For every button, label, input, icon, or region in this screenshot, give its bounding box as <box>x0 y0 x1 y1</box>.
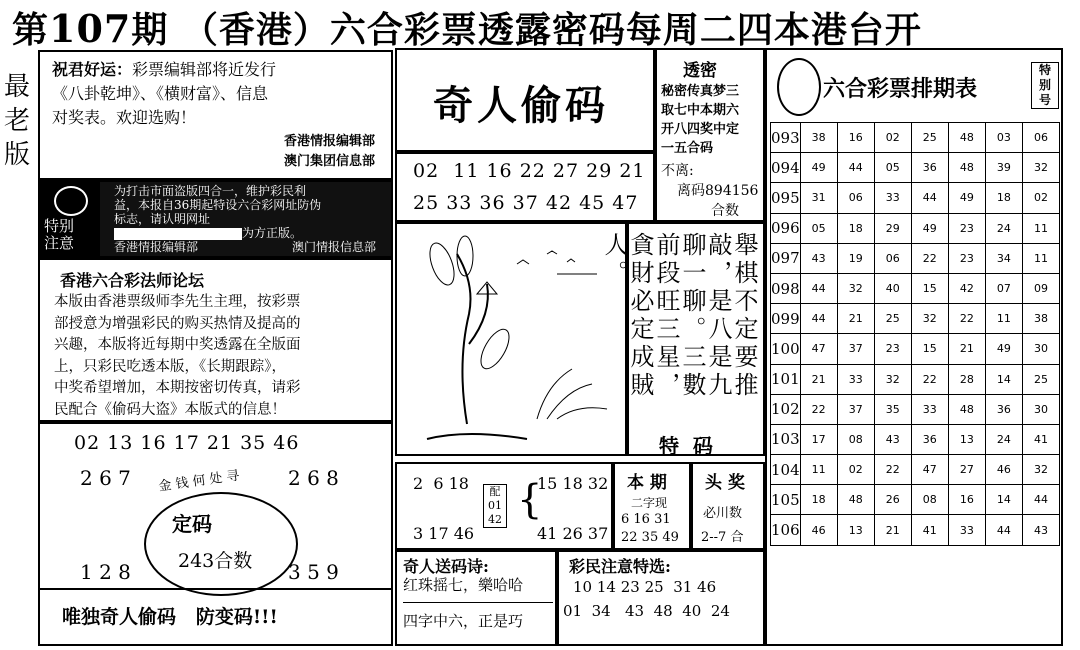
forum-box <box>38 258 393 422</box>
notice-sign-1: 香港情报编辑部 <box>114 240 199 254</box>
table-row <box>771 273 1060 303</box>
number-cell: 27 <box>948 455 985 485</box>
number-cell: 24 <box>985 213 1022 243</box>
poem-line: 三數前段旺三星， <box>652 232 706 400</box>
number-cell: 18 <box>800 485 837 515</box>
number-cell: 35 <box>874 394 911 424</box>
number-cell: 05 <box>874 153 911 183</box>
leak-box <box>655 48 765 222</box>
plant-illustration <box>397 224 625 454</box>
this-period-title: 本 期 <box>627 473 667 493</box>
top-prize-box <box>691 462 765 550</box>
number-cell: 44 <box>985 515 1022 545</box>
number-cell: 06 <box>874 243 911 273</box>
leak-line: 一五合码 <box>661 141 714 156</box>
number-cell: 11 <box>985 304 1022 334</box>
number-cell: 39 <box>985 153 1022 183</box>
illustration-box <box>395 222 627 456</box>
greeting-text <box>52 58 276 130</box>
greeting-line-3: 对奖表。欢迎选购！ <box>52 108 197 127</box>
greeting-line-2: 《八卦乾坤》、《横财富》、信息 <box>52 84 269 103</box>
poem-line: 是八是九聊一聊。 <box>678 232 732 400</box>
number-cell: 29 <box>874 213 911 243</box>
notice-line-3: 标志，请认明网址 <box>114 212 211 226</box>
notice-line-1: 为打击市面盗版四合一，维护彩民利 <box>114 184 307 198</box>
number-cell: 33 <box>837 364 874 394</box>
title-rest: 期 （香港）六合彩票透露密码每周二四本港台开 <box>131 9 922 51</box>
number-cell: 47 <box>800 334 837 364</box>
table-row <box>771 455 1060 485</box>
number-cell: 49 <box>800 153 837 183</box>
number-cell: 38 <box>800 123 837 153</box>
number-cell: 23 <box>948 213 985 243</box>
number-cell: 24 <box>985 424 1022 454</box>
notice-label-2: 注意 <box>44 234 75 252</box>
number-cell: 18 <box>985 183 1022 213</box>
number-cell: 11 <box>800 455 837 485</box>
forum-line: 兴趣，本版将近每期中奖透露在全版面 <box>54 337 301 353</box>
attention-title: 彩民注意特选: <box>569 557 671 576</box>
attention-box <box>557 550 765 646</box>
number-cell: 48 <box>837 485 874 515</box>
number-cell: 17 <box>800 424 837 454</box>
number-cell: 09 <box>1022 273 1059 303</box>
bottom-mid-3: 42 <box>488 513 502 526</box>
table-row <box>771 364 1060 394</box>
this-period-row-2: 22 35 49 <box>621 530 679 545</box>
number-cell: 33 <box>948 515 985 545</box>
number-cell: 43 <box>800 243 837 273</box>
number-cell: 19 <box>837 243 874 273</box>
number-cell: 23 <box>874 334 911 364</box>
period-cell: 097 <box>771 243 801 273</box>
side-label <box>2 70 32 172</box>
forum-line: 本版由香港票级师李先生主理，按彩票 <box>54 294 301 310</box>
middle-numbers <box>395 152 655 222</box>
period-cell: 098 <box>771 273 801 303</box>
side-char-1: 最 <box>3 72 30 102</box>
special-code-label: 特 码 <box>659 434 713 458</box>
forum-line: 上，只彩民吃透本版，《长期跟踪》， <box>54 358 286 375</box>
number-cell: 44 <box>800 304 837 334</box>
number-cell: 23 <box>948 243 985 273</box>
this-period-box <box>613 462 691 550</box>
number-cell: 34 <box>985 243 1022 273</box>
url-placeholder <box>114 228 242 240</box>
table-row <box>771 304 1060 334</box>
greeting-sign-1: 香港情报编辑部 <box>283 134 375 149</box>
number-cell: 49 <box>948 183 985 213</box>
number-cell: 44 <box>911 183 948 213</box>
poem-send-box <box>395 550 557 646</box>
number-cell: 13 <box>837 515 874 545</box>
number-cell: 48 <box>948 153 985 183</box>
number-cell: 46 <box>985 455 1022 485</box>
headline-box <box>395 48 655 152</box>
number-cell: 28 <box>948 364 985 394</box>
leak-label: 不离: <box>661 163 694 179</box>
notice-line-2: 益，本报自36期起特设六合彩网址防伪 <box>114 198 322 212</box>
number-cell: 18 <box>837 213 874 243</box>
number-cell: 08 <box>837 424 874 454</box>
special-label <box>1031 62 1059 109</box>
top-prize-range: 2--7 合 <box>701 530 744 545</box>
forum-line: 部授意为增强彩民的购买热情及提高的 <box>54 315 301 332</box>
period-cell: 095 <box>771 183 801 213</box>
bottom-left-bottom: 3 17 46 <box>413 524 475 543</box>
greeting-line-1: 彩票编辑部将近发行 <box>132 60 277 79</box>
table-row <box>771 153 1060 183</box>
code-oval <box>144 492 298 596</box>
bottom-right-top: 15 18 32 <box>537 474 609 493</box>
number-cell: 16 <box>948 485 985 515</box>
table-row <box>771 485 1060 515</box>
table-row <box>771 243 1060 273</box>
notice-label <box>40 182 100 256</box>
number-cell: 38 <box>1022 304 1059 334</box>
number-cell: 42 <box>948 273 985 303</box>
number-cell: 15 <box>911 273 948 303</box>
leak-line: 开八四奖中定 <box>661 122 740 137</box>
number-cell: 07 <box>985 273 1022 303</box>
number-cell: 32 <box>1022 455 1059 485</box>
number-cell: 02 <box>837 455 874 485</box>
notice-text <box>114 184 376 254</box>
special-char: 号 <box>1038 93 1051 107</box>
number-cell: 05 <box>800 213 837 243</box>
notice-sign-2: 澳门情报信息部 <box>291 240 376 254</box>
number-cell: 43 <box>1022 515 1059 545</box>
number-cell: 43 <box>874 424 911 454</box>
code-panel <box>38 422 393 646</box>
code-center: 定码 <box>172 512 212 536</box>
period-cell: 105 <box>771 485 801 515</box>
this-period-row-1: 6 16 31 <box>621 512 671 527</box>
number-cell: 22 <box>874 455 911 485</box>
poem-send-line-2: 四字中六，正是巧 <box>403 612 524 630</box>
number-cell: 11 <box>1022 213 1059 243</box>
number-cell: 30 <box>1022 334 1059 364</box>
number-cell: 21 <box>948 334 985 364</box>
number-cell: 06 <box>837 183 874 213</box>
period-cell: 102 <box>771 394 801 424</box>
number-cell: 40 <box>874 273 911 303</box>
headline-text: 奇人偷码 <box>433 82 609 129</box>
number-cell: 02 <box>1022 183 1059 213</box>
code-right-bottom: 3 5 9 <box>288 560 339 584</box>
number-cell: 32 <box>837 273 874 303</box>
table-row <box>771 424 1060 454</box>
number-cell: 32 <box>1022 153 1059 183</box>
number-cell: 02 <box>874 123 911 153</box>
number-cell: 48 <box>948 394 985 424</box>
number-cell: 33 <box>911 394 948 424</box>
table-row <box>771 515 1060 545</box>
number-cell: 22 <box>911 364 948 394</box>
code-center-number: 243合数 <box>178 550 253 572</box>
table-row <box>771 183 1060 213</box>
table-row <box>771 334 1060 364</box>
code-left-bottom: 1 2 8 <box>80 560 131 584</box>
number-cell: 41 <box>1022 424 1059 454</box>
number-cell: 16 <box>837 123 874 153</box>
number-cell: 21 <box>800 364 837 394</box>
side-char-2: 老 <box>3 106 30 136</box>
attention-row-1: 10 14 23 25 31 46 <box>573 578 717 596</box>
number-cell: 22 <box>948 304 985 334</box>
code-numbers: 02 13 16 17 21 35 46 <box>74 432 300 454</box>
bottom-right-bottom: 41 26 37 <box>537 524 609 543</box>
code-right-top: 2 6 8 <box>288 466 339 490</box>
code-left-top: 2 6 7 <box>80 466 131 490</box>
number-cell: 15 <box>911 334 948 364</box>
number-cell: 37 <box>837 334 874 364</box>
forum-text <box>54 292 301 421</box>
number-cell: 22 <box>911 243 948 273</box>
number-cell: 11 <box>1022 243 1059 273</box>
number-cell: 36 <box>985 394 1022 424</box>
greeting-signature <box>284 132 375 172</box>
bottom-mid-box <box>483 484 507 528</box>
period-cell: 104 <box>771 455 801 485</box>
number-cell: 25 <box>911 123 948 153</box>
number-cell: 06 <box>1022 123 1059 153</box>
greeting-box <box>38 50 393 180</box>
brace-icon: { <box>517 477 543 523</box>
bottom-left-top: 2 6 18 <box>413 474 469 493</box>
number-cell: 25 <box>874 304 911 334</box>
poem-line: 舉棋不定要推敲， <box>704 232 758 400</box>
number-cell: 31 <box>800 183 837 213</box>
issue-number: 107 <box>49 6 132 51</box>
poem-box <box>600 222 765 458</box>
poem-text <box>601 232 757 422</box>
schedule-title: 六合彩票排期表 <box>823 76 978 102</box>
bottom-numbers <box>395 462 613 550</box>
number-cell: 41 <box>911 515 948 545</box>
number-cell: 36 <box>911 153 948 183</box>
bottom-mid-2: 01 <box>488 499 502 512</box>
top-prize-sub: 必川数 <box>703 506 743 521</box>
forum-line: 民配合《偷码大盗》本版式的信息！ <box>54 401 286 418</box>
number-cell: 25 <box>1022 364 1059 394</box>
number-cell: 44 <box>800 273 837 303</box>
top-prize-title: 头 奖 <box>705 473 745 493</box>
middle-row-1: 02 11 16 22 27 29 21 <box>413 160 646 182</box>
number-cell: 21 <box>874 515 911 545</box>
table-row <box>771 123 1060 153</box>
period-cell: 094 <box>771 153 801 183</box>
number-cell: 46 <box>800 515 837 545</box>
code-arc-text: 金 钱 何 处 寻 <box>157 468 241 495</box>
period-cell: 100 <box>771 334 801 364</box>
poem-send-divider <box>403 602 553 603</box>
notice-label-1: 特别 <box>44 217 75 235</box>
number-cell: 32 <box>874 364 911 394</box>
number-cell: 49 <box>911 213 948 243</box>
special-char: 特 <box>1038 63 1051 77</box>
greeting-sign-2: 澳门集团信息部 <box>283 154 375 169</box>
bomb-icon <box>54 186 88 216</box>
middle-row-2: 25 33 36 37 42 45 47 <box>413 192 639 214</box>
leak-line: 秘密传真梦三 <box>661 84 740 99</box>
this-period-sub: 二字现 <box>631 496 668 510</box>
bottom-mid-1: 配 <box>489 485 501 498</box>
period-cell: 101 <box>771 364 801 394</box>
leak-tail: 合数 <box>711 203 739 219</box>
number-cell: 14 <box>985 485 1022 515</box>
number-cell: 22 <box>800 394 837 424</box>
number-cell: 21 <box>837 304 874 334</box>
period-cell: 106 <box>771 515 801 545</box>
number-cell: 44 <box>837 153 874 183</box>
number-cell: 49 <box>985 334 1022 364</box>
number-cell: 32 <box>911 304 948 334</box>
notice-line-4: 为方正版。 <box>242 226 303 240</box>
period-cell: 103 <box>771 424 801 454</box>
number-cell: 08 <box>911 485 948 515</box>
number-cell: 48 <box>948 123 985 153</box>
forum-heading: 香港六合彩法师论坛 <box>60 271 205 290</box>
period-cell: 093 <box>771 123 801 153</box>
notice-box <box>38 180 393 258</box>
side-char-3: 版 <box>3 140 30 170</box>
special-char: 别 <box>1038 78 1051 92</box>
greeting-heading: 祝君好运： <box>52 60 133 79</box>
notice-body <box>100 182 391 256</box>
leak-text <box>661 82 739 158</box>
code-footer: 唯独奇人偷码 防变码!!! <box>62 606 278 628</box>
number-cell: 33 <box>874 183 911 213</box>
table-row <box>771 213 1060 243</box>
period-cell: 099 <box>771 304 801 334</box>
attention-row-2: 01 34 43 48 40 24 <box>563 602 730 620</box>
poem-line: 貪財必定成賊人。 <box>600 232 654 400</box>
number-cell: 13 <box>948 424 985 454</box>
number-cell: 14 <box>985 364 1022 394</box>
number-cell: 03 <box>985 123 1022 153</box>
poem-send-title: 奇人送码诗: <box>403 557 489 576</box>
poem-send-line-1: 红珠摇七，樂哈哈 <box>403 576 524 594</box>
schedule-table <box>770 122 1060 546</box>
leak-line: 取七中本期六 <box>661 103 740 118</box>
mascot-icon <box>777 58 821 116</box>
number-cell: 30 <box>1022 394 1059 424</box>
number-cell: 26 <box>874 485 911 515</box>
number-cell: 47 <box>911 455 948 485</box>
title-prefix: 第 <box>12 9 50 51</box>
leak-value: 离码894156 <box>677 183 759 199</box>
number-cell: 37 <box>837 394 874 424</box>
code-divider <box>40 588 391 590</box>
forum-line: 中奖希望增加，本期按密切传真，请彩 <box>54 380 301 396</box>
page-title <box>12 2 922 53</box>
number-cell: 44 <box>1022 485 1059 515</box>
table-row <box>771 394 1060 424</box>
leak-heading: 透密 <box>683 61 717 81</box>
notice-label-text <box>44 218 74 252</box>
number-cell: 36 <box>911 424 948 454</box>
period-cell: 096 <box>771 213 801 243</box>
